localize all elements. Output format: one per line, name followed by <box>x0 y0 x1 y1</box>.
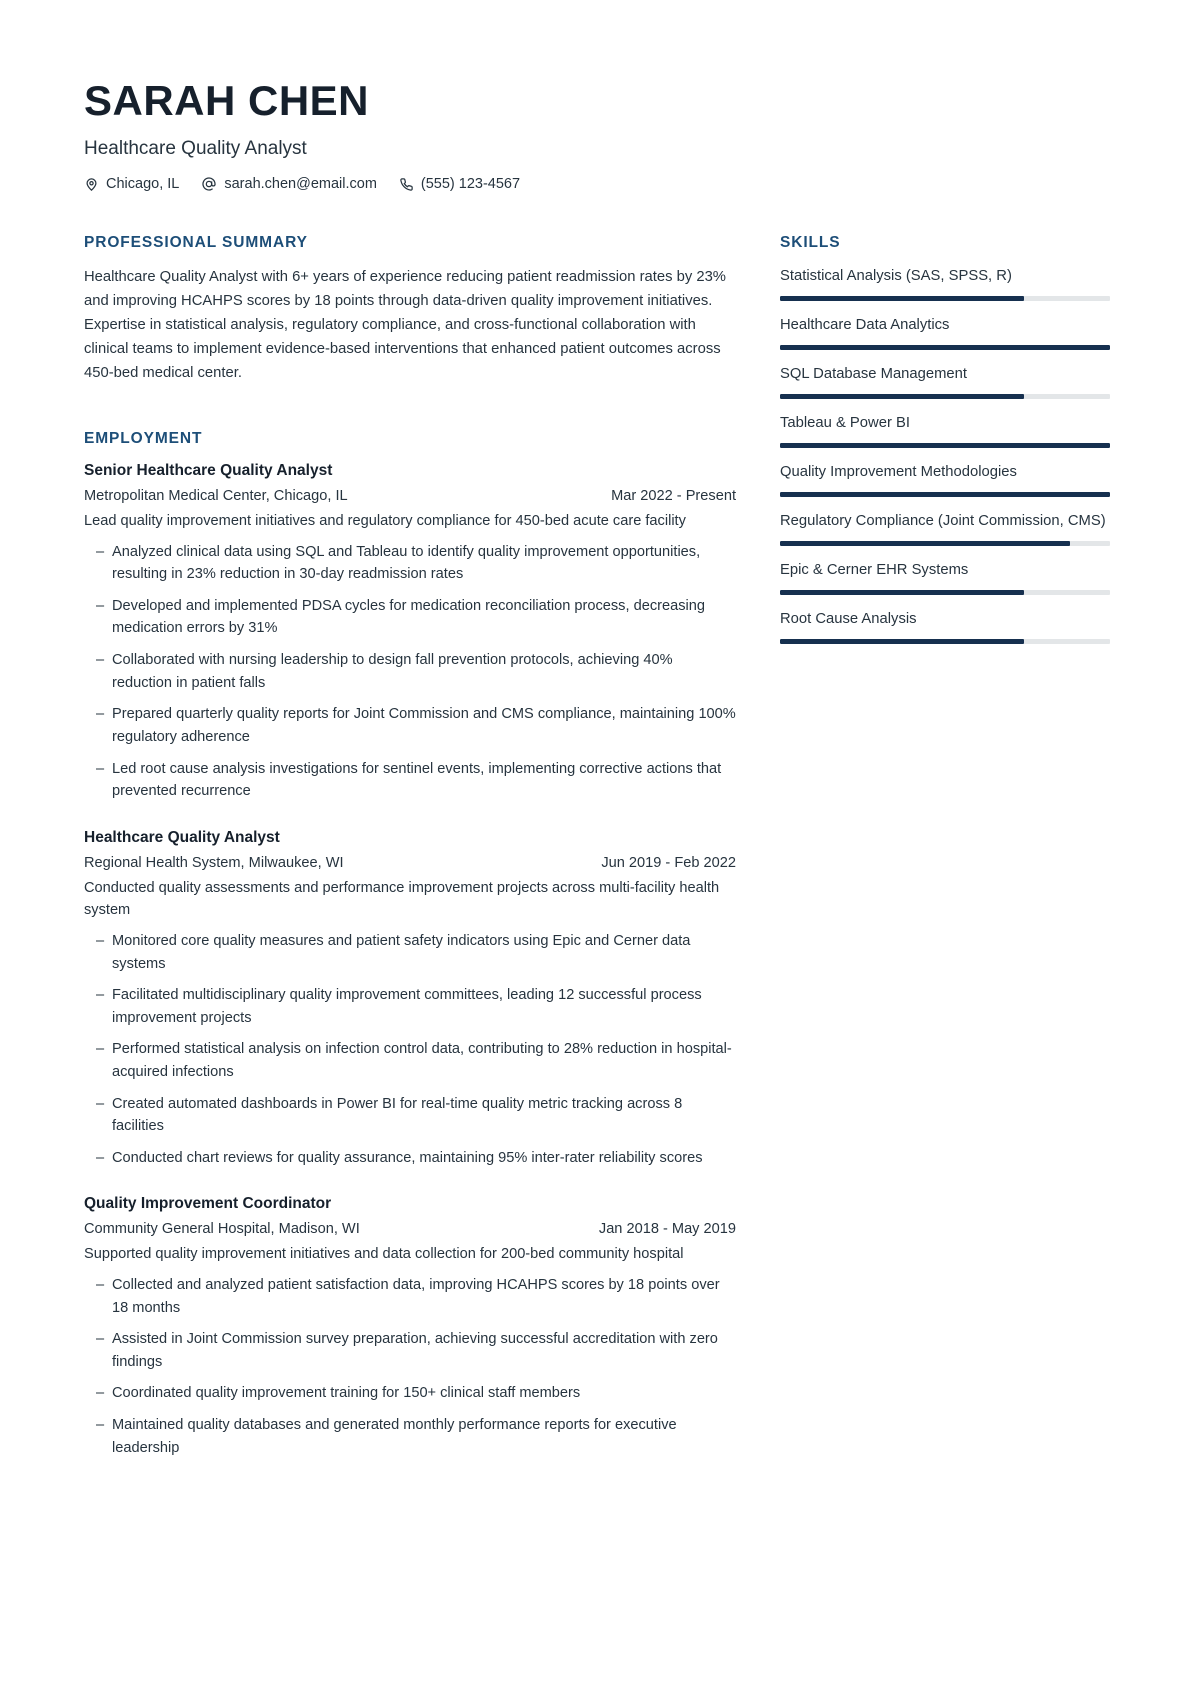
job-bullet: – Performed statistical analysis on infection control data, contributing to 28% reduction in hospital-acquired infections <box>84 1038 736 1083</box>
job-bullet: – Maintained quality databases and generated monthly performance reports for executive leadership <box>84 1414 736 1459</box>
job-description: Supported quality improvement initiatives and data collection for 200-bed community hospital <box>84 1246 684 1263</box>
skill-bar <box>780 639 1110 644</box>
job-bullet: – Conducted chart reviews for quality assurance, maintaining 95% inter-rater reliability scores <box>84 1147 736 1170</box>
job-dates: Jun 2019 - Feb 2022 <box>601 854 736 871</box>
skill-bar <box>780 541 1110 546</box>
candidate-job-title: Healthcare Quality Analyst <box>84 138 307 160</box>
skill-item <box>780 511 1110 546</box>
skill-bar <box>780 492 1110 497</box>
contact-email[interactable] <box>201 176 377 192</box>
job-description: Conducted quality assessments and performance improvement projects across multi-facility health system <box>84 879 720 919</box>
job-title: Senior Healthcare Quality Analyst <box>84 462 333 480</box>
skill-bar <box>780 590 1110 595</box>
contact-phone-text: (555) 123-4567 <box>420 176 521 193</box>
employment-heading: EMPLOYMENT <box>84 430 203 448</box>
skill-label: Epic & Cerner EHR Systems <box>780 562 969 579</box>
job-meta <box>84 1221 736 1237</box>
summary-heading: PROFESSIONAL SUMMARY <box>84 234 308 252</box>
job-bullet: – Coordinated quality improvement training for 150+ clinical staff members <box>84 1382 736 1405</box>
summary-text: Healthcare Quality Analyst with 6+ years of experience reducing patient readmission rates by 23% and improving HCAHPS scores by 18 points through data-driven quality improvement initiatives. Expertise in statistical analysis, regulatory compliance, and cross-functional collaboration with clinical teams to implement evidence-based interventions that enhanced patient outcomes across 450-bed medical center. <box>84 269 726 382</box>
skill-item <box>780 609 1110 644</box>
skill-item <box>780 462 1110 497</box>
contact-location-text: Chicago, IL <box>106 176 180 193</box>
side-column <box>780 234 1110 1468</box>
skill-bar <box>780 443 1110 448</box>
job-bullet: – Collaborated with nursing leadership to design fall prevention protocols, achieving 40% reduction in patient falls <box>84 649 736 694</box>
job-dates: Jan 2018 - May 2019 <box>598 1221 736 1238</box>
job-company: Metropolitan Medical Center, Chicago, IL <box>84 488 348 505</box>
main-column <box>84 234 736 1468</box>
job-company: Community General Hospital, Madison, WI <box>84 1221 360 1238</box>
resume-header <box>84 78 1116 192</box>
skill-label: Healthcare Data Analytics <box>780 317 950 334</box>
skill-bar <box>780 394 1110 399</box>
job-bullet: – Collected and analyzed patient satisfaction data, improving HCAHPS scores by 18 points over 18 months <box>84 1274 736 1319</box>
job-bullet: – Prepared quarterly quality reports for Joint Commission and CMS compliance, maintaining 100% regulatory adherence <box>84 703 736 748</box>
job-meta <box>84 488 736 504</box>
job-description: Lead quality improvement initiatives and regulatory compliance for 450-bed acute care facility <box>84 513 686 530</box>
skill-bar <box>780 296 1110 301</box>
job-meta <box>84 855 736 871</box>
section-professional-summary <box>84 234 736 386</box>
job-company: Regional Health System, Milwaukee, WI <box>84 854 344 871</box>
job-bullets <box>84 541 736 803</box>
skill-item <box>780 560 1110 595</box>
skill-label: Regulatory Compliance (Joint Commission, CMS) <box>780 513 1106 530</box>
skill-label: Root Cause Analysis <box>780 611 917 628</box>
skill-bar-fill <box>780 443 1110 448</box>
location-pin-icon <box>84 177 99 192</box>
skill-item <box>780 364 1110 399</box>
section-employment <box>84 430 736 1459</box>
skill-bar-fill <box>780 639 1024 644</box>
job-title: Healthcare Quality Analyst <box>84 828 280 846</box>
skill-label: Tableau & Power BI <box>780 415 910 432</box>
skill-bar-fill <box>780 394 1024 399</box>
employment-entry <box>84 829 736 1170</box>
skill-bar-fill <box>780 345 1110 350</box>
job-bullet: – Created automated dashboards in Power BI for real-time quality metric tracking across 8 facilities <box>84 1093 736 1138</box>
skill-label: SQL Database Management <box>780 366 967 383</box>
at-sign-icon <box>201 176 217 192</box>
employment-entry <box>84 1195 736 1459</box>
skill-bar-fill <box>780 590 1024 595</box>
skill-item <box>780 315 1110 350</box>
job-title: Quality Improvement Coordinator <box>84 1195 332 1213</box>
job-bullets <box>84 1274 736 1459</box>
candidate-name: SARAH CHEN <box>84 77 370 124</box>
job-bullet: – Analyzed clinical data using SQL and Tableau to identify quality improvement opportunities, resulting in 23% reduction in 30-day readmission rates <box>84 541 736 586</box>
skill-bar-fill <box>780 296 1024 301</box>
job-bullet: – Facilitated multidisciplinary quality improvement committees, leading 12 successful process improvement projects <box>84 984 736 1029</box>
contact-phone[interactable] <box>399 176 520 192</box>
skill-label: Quality Improvement Methodologies <box>780 464 1017 481</box>
contact-email-text: sarah.chen@email.com <box>224 176 377 193</box>
contact-location <box>84 176 179 192</box>
job-bullet: – Led root cause analysis investigations for sentinel events, implementing corrective actions that prevented recurrence <box>84 758 736 803</box>
skill-bar-fill <box>780 492 1110 497</box>
skills-heading: SKILLS <box>780 234 841 252</box>
job-bullets <box>84 930 736 1169</box>
job-bullet: – Assisted in Joint Commission survey preparation, achieving successful accreditation with zero findings <box>84 1328 736 1373</box>
job-dates: Mar 2022 - Present <box>611 488 736 505</box>
job-bullet: – Developed and implemented PDSA cycles for medication reconciliation process, decreasing medication errors by 31% <box>84 595 736 640</box>
job-bullet: – Monitored core quality measures and patient safety indicators using Epic and Cerner data systems <box>84 930 736 975</box>
skill-bar-fill <box>780 541 1070 546</box>
section-skills <box>780 234 1110 644</box>
resume-body <box>84 234 1116 1468</box>
employment-entry <box>84 462 736 803</box>
phone-icon <box>399 177 414 192</box>
skill-label: Statistical Analysis (SAS, SPSS, R) <box>780 268 1012 285</box>
contact-row <box>84 176 1116 192</box>
skill-item <box>780 266 1110 301</box>
skill-item <box>780 413 1110 448</box>
skill-bar <box>780 345 1110 350</box>
